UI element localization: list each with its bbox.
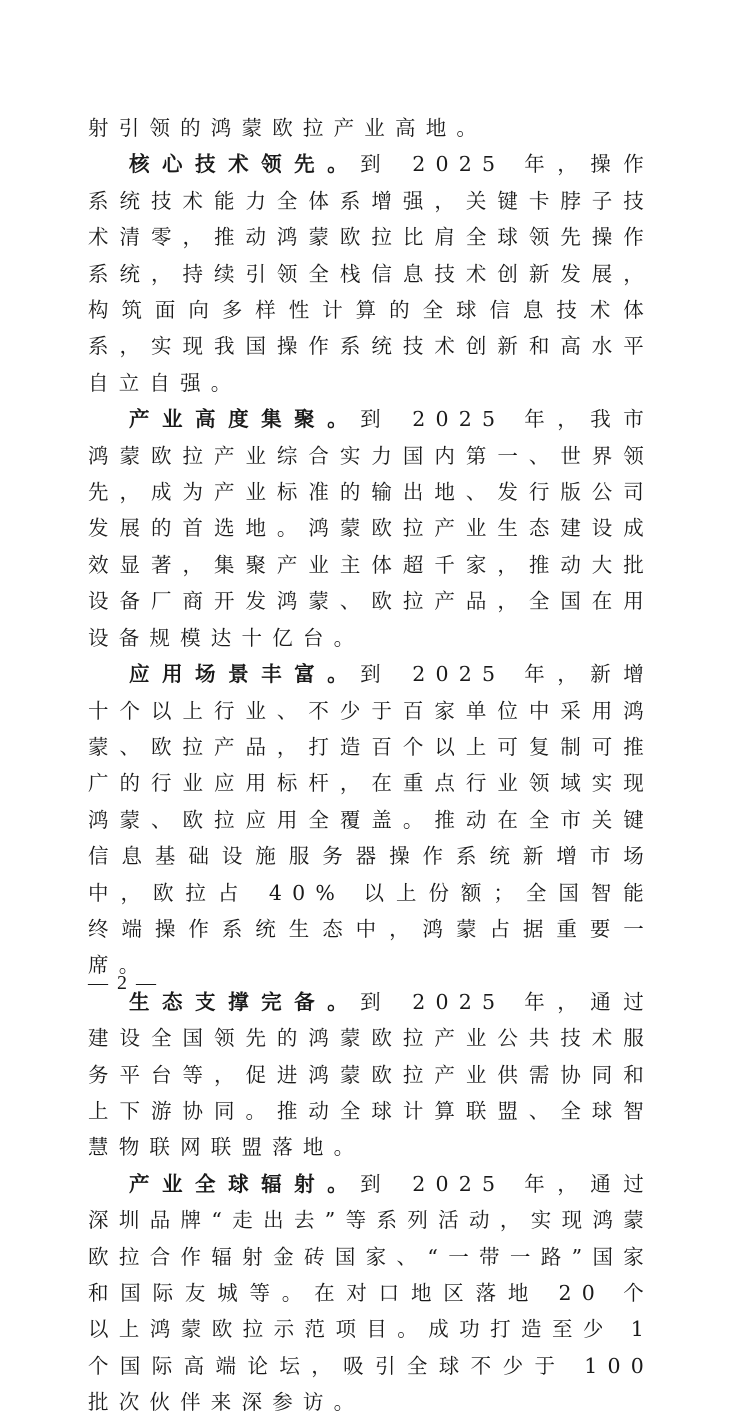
paragraph-lead: 核心技术领先。 xyxy=(129,152,361,177)
paragraph-application-scenarios xyxy=(88,656,654,984)
paragraph-body: 到 2025 年，通过深圳品牌“走出去”等系列活动，实现鸿蒙欧拉合作辐射金砖国家、“一带一路”国家和国际友城等。在对口地区落地 20 个以上鸿蒙欧拉示范项目。成功打造至少 1 个国际高端论坛，吸引全球不少于 100 批次伙伴来深参访。 xyxy=(88,1171,654,1415)
page-number: — 2 — xyxy=(88,972,158,994)
continuation-paragraph: 射引领的鸿蒙欧拉产业高地。 xyxy=(88,116,488,140)
document-body xyxy=(88,110,654,1421)
paragraph-lead: 应用场景丰富。 xyxy=(129,662,361,687)
paragraph-lead: 产业全球辐射。 xyxy=(129,1171,361,1196)
paragraph-industry-cluster xyxy=(88,401,654,656)
paragraph-body: 到 2025 年，新增十个以上行业、不少于百家单位中采用鸿蒙、欧拉产品，打造百个以上可复制可推广的行业应用标杆，在重点行业领域实现鸿蒙、欧拉应用全覆盖。推动在全市关键信息基础设施服务器操作系统新增市场中，欧拉占 40% 以上份额；全国智能终端操作系统生态中，鸿蒙占据重要一席。 xyxy=(88,662,654,978)
paragraph-lead: 产业高度集聚。 xyxy=(129,407,361,432)
paragraph-global-radiation xyxy=(88,1166,654,1421)
paragraph-ecosystem-support xyxy=(88,984,654,1166)
paragraph-lead: 生态支撑完备。 xyxy=(129,989,361,1014)
paragraph-core-technology xyxy=(88,146,654,401)
paragraph-body: 到 2025 年，通过建设全国领先的鸿蒙欧拉产业公共技术服务平台等，促进鸿蒙欧拉产业供需协同和上下游协同。推动全球计算联盟、全球智慧物联网联盟落地。 xyxy=(88,989,654,1160)
paragraph-body: 到 2025 年，操作系统技术能力全体系增强，关键卡脖子技术清零，推动鸿蒙欧拉比肩全球领先操作系统，持续引领全栈信息技术创新发展，构筑面向多样性计算的全球信息技术体系，实现我国操作系统技术创新和高水平自立自强。 xyxy=(88,152,654,395)
paragraph-body: 到 2025 年，我市鸿蒙欧拉产业综合实力国内第一、世界领先，成为产业标准的输出地、发行版公司发展的首选地。鸿蒙欧拉产业生态建设成效显著，集聚产业主体超千家，推动大批设备厂商开发鸿蒙、欧拉产品，全国在用设备规模达十亿台。 xyxy=(88,407,654,650)
